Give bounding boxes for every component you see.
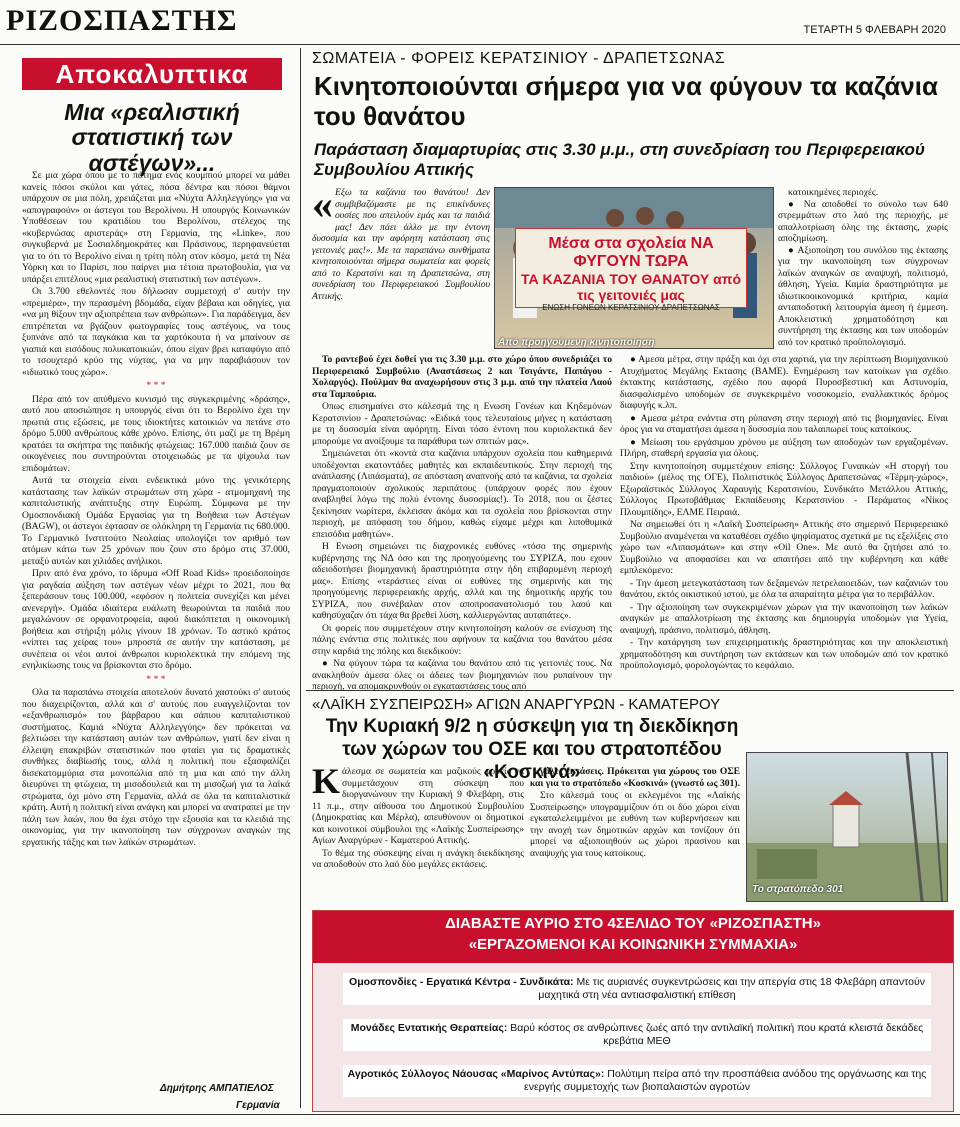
banner-text-mid: ΤΑ ΚΑΖΑΝΙΑ ΤΟΥ ΘΑΝΑΤΟΥ από τις γειτονιές μας bbox=[520, 271, 741, 303]
banner-text-top: Μέσα στα σχολεία ΝΑ ΦΥΓΟΥΝ ΤΩΡΑ bbox=[548, 235, 714, 270]
promo-item-text: Βαρύ κόστος σε ανθρώπινες ζωές από την αντιλαϊκή πολιτική που κρατά κλειστά δεκάδες κρεβάτια ΜΕΘ bbox=[507, 1022, 924, 1048]
main-col3b bbox=[620, 354, 948, 673]
quote-mark: « bbox=[312, 182, 333, 228]
second-headline: Την Κυριακή 9/2 η σύσκεψη για τη διεκδίκηση των χώρων του ΟΣΕ και του στρατοπέδου «Κοσκινά» bbox=[325, 716, 739, 783]
photo-caption: Από προηγούμενη κινητοποίηση bbox=[498, 337, 655, 348]
col2-paragraph: Οι φορείς που συμμετέχουν στην κινητοποίηση καλούν σε ενίσχυση της πάλης ενάντια στις πολιτικές που αφήνουν τα καζάνια του θανάτου μέσα στην καρδιά της πόλης και διεκδικούν: bbox=[312, 622, 612, 657]
protest-photo bbox=[494, 187, 774, 349]
left-body bbox=[22, 170, 290, 849]
main-kicker: ΣΩΜΑΤΕΙΑ - ΦΟΡΕΙΣ ΚΕΡΑΤΣΙΝΙΟΥ - ΔΡΑΠΕΤΣΩΝΑΣ bbox=[312, 50, 726, 67]
col3b-paragraph: - Την κατάργηση των επιχειρηματικής δραστηριότητας και την αποκλειστική χρηματοδότηση και συντήρηση των εκτάσεων και των υποδομών από τον κρατικό προϋπολογισμό, φορολογώντας το κεφάλαιο. bbox=[620, 637, 948, 671]
left-paragraph: Πέρα από τον απύθμενο κυνισμό της συγκεκριμένης «δράσης», αυτό που αποσιώπησε η υπουργός είναι ότι το Βερολίνο έχει την πρωτιά στις εξώσεις, με τους ιδιοκτήτες κατοικιών να πετάνε στο δρόμο 5.000 ανθρώπους κάθε χρόνο. Επίσης, ότι μαζί με τη Βρέμη κρατάει τα σκήπτρα της παιδικής φτώχειας: 167.000 παιδιά ζουν σε οικογένειες που συντηρούνται στοιχειωδώς με τα ψίχουλα των επιδομάτων. bbox=[22, 393, 290, 474]
promo-line2: «ΕΡΓΑΖΟΜΕΝΟΙ ΚΑΙ ΚΟΙΝΩΝΙΚΗ ΣΥΜΜΑΧΙΑ» bbox=[468, 936, 798, 953]
col2-paragraph: Το ραντεβού έχει δοθεί για τις 3.30 μ.μ. στο χώρο όπου συνεδριάζει το Περιφερειακό Συμβούλιο (Αναστάσεως 2 και Τσιγάντε, Παπάγου - Χολαργός). Πούλμαν θα αναχωρήσουν στις 3 μ.μ. από την πλατεία Λαού στα Ταμπούρια. bbox=[312, 354, 612, 400]
promo-box bbox=[312, 910, 954, 1112]
promo-item-text: Πολύτιμη πείρα από την προσπάθεια ανόδου της οργάνωσης και της ενεργής συμμετοχής των βιοπαλαιστών αγροτών bbox=[524, 1068, 927, 1094]
main-col3 bbox=[778, 187, 948, 348]
left-kicker: Αποκαλυπτικα bbox=[22, 58, 282, 90]
col3b-paragraph: - Την άμεση μετεγκατάσταση των δεξαμενών πετρελαιοειδών, των καζανιών του θανάτου, εκτός οικιστικού ιστού, με όλα τα απαραίτητα μέτρα για το περιβάλλον. bbox=[620, 577, 948, 600]
promo-item-title: Αγροτικός Σύλλογος Νάουσας «Μαρίνος Αντύπας»: bbox=[347, 1068, 605, 1080]
separator-stars: * * * bbox=[146, 380, 166, 391]
second-col1b-text: Το θέμα της σύσκεψης είναι η ανάγκη διεκδίκησης να αποδοθούν στο λαό δύο μεγάλες εκτάσεις. bbox=[312, 847, 524, 870]
left-paragraph: Οι 3.700 εθελοντές που δήλωσαν συμμετοχή σ' αυτήν την «πρεμιέρα», την περασμένη βδομάδα, είχαν βέβαια και οδηγίες, για «να μη θίξουν την αξιοπρέπεια των ανθρώπων». Για παράδειγμα, δεν επιτρέπεται να βγάζουν φωτογραφίες τους αστέγους, να τους ξυπνάνε από τα παγκάκια και τα χαρτόκουτα ή να μπαίνουν σε γιαπιά και εισόδους πολυκατοικιών, όπου είχαν βρει καταφύγιο από το τσουχτερό κρύο της νύχτας, για να μην παραβιάσουν τον «ιδιωτικό τους χώρο». bbox=[22, 286, 290, 378]
second-kicker: «ΛΑΪΚΗ ΣΥΣΠΕΙΡΩΣΗ» ΑΓΙΩΝ ΑΝΑΡΓΥΡΩΝ - ΚΑΜΑΤΕΡΟΥ bbox=[312, 696, 721, 713]
main-subheadline: Παράσταση διαμαρτυρίας στις 3.30 μ.μ., στη συνεδρίαση του Περιφερειακού Συμβουλίου Αττικής bbox=[314, 140, 925, 179]
col3b-paragraph: ● Μείωση του εργάσιμου χρόνου με αύξηση των αποδοχών των εργαζομένων. Πλήρη, σταθερή εργασία για όλους. bbox=[620, 436, 948, 459]
promo-item bbox=[343, 973, 931, 1005]
col3b-paragraph: - Την αξιοποίηση των συγκεκριμένων χώρων για την ικανοποίηση των λαϊκών αναγκών με απαλλοτρίωση της έκτασης και δημιουργία υποδομών για Υγεία, αναψυχή, πράσινο, πολιτισμό, άθληση. bbox=[620, 601, 948, 636]
promo-item-text: Με τις αυριανές συγκεντρώσεις και την απεργία στις 18 Φλεβάρη απαντούν μαχητικά στη νέα αντιασφαλιστική επίθεση bbox=[538, 976, 925, 1002]
col3-paragraph: κατοικημένες περιοχές. bbox=[788, 187, 879, 198]
author: Δημήτρης ΑΜΠΑΤΙΕΛΟΣ bbox=[160, 1083, 274, 1094]
col3b-paragraph: ● Αμεσα μέτρα ενάντια στη ρύπανση στην περιοχή από τις βιομηχανίες. Είναι όρος για να σταματήσει άμεσα η δυσοσμία που ταλαιπωρεί τους κατοίκους. bbox=[620, 412, 948, 435]
promo-item bbox=[343, 1065, 931, 1097]
protest-banner bbox=[515, 228, 747, 312]
left-paragraph: Σε μια χώρα όπου με το πάτημα ενός κουμπιού μπορεί να μάθει κανείς πόσοι σκύλοι και γάτες, πόσα δέντρα και πόσοι θάμνοι υπάρχουν σε μια πόλη, χρειάζεται μια «Νύχτα Αλληλεγγύης» για να «απογραφούν» οι άστεγοι του Βερολίνου. Η υπουργός Κοινωνικών Υποθέσεων του κρατιδίου του Βερολίνου, στέλεχος της «κυβερνώσας αριστεράς» στη Γερμανία, της «Linke», που συγκυβερνά με Σοσιαλδημοκράτες και Πράσινους, περηφανεύεται για το ότι το Βερολίνο είναι η τρίτη πόλη στον κόσμο, μετά τη Νέα Υόρκη και το Παρίσι, που παίρνει μια τέτοια πρωτοβουλία, για να υπάρξει επιτέλους «μια ρεαλιστική στατιστική των αστέγων». bbox=[22, 170, 290, 285]
second-col2 bbox=[530, 766, 740, 860]
second-col1-text: άλεσμα σε σωματεία και μαζικούς φορείς να συμμετάσχουν στη σύσκεψη που διοργανώνουν την Κυριακή 9 Φλεβάρη, στις 11 π.μ., στην αίθουσα του Δημοτικού Συμβουλίου (Δημοκρατίας και Μέρλα), απευθύνουν οι δημοτικοί και κοινοτικοί σύμβουλοι της «Λαϊκής Συσπείρωσης» Αγίων Αναργύρων - Καματερού Αττικής. bbox=[312, 766, 524, 846]
promo-item-title: Μονάδες Εντατικής Θεραπείας: bbox=[350, 1022, 508, 1034]
col3b-paragraph: Να σημειωθεί ότι η «Λαϊκή Συσπείρωση» Αττικής στο σημερινό Περιφερειακό Συμβούλιο αναμένεται να καταθέσει σχέδιο ψηφίσματος σχετικά με τις εξελίξεις στο χώρο των «Λιπασμάτων» και στην «Oil One». Με αυτό θα ζητήσει από το Συμβούλιο να αποφασίσει και να απαιτήσει από την κυβέρνηση και κάθε εμπλεκόμενο: bbox=[620, 519, 948, 576]
left-paragraph: Αυτά τα στοιχεία είναι ενδεικτικά μόνο της γενικότερης κατάστασης των λαϊκών στρωμάτων στη χώρα - ατμομηχανή της καπιταλιστικής ανάπτυξης στην Ευρώπη. Σύμφωνα με την Ομοσπονδιακή Ομάδα Εργασίας για τη Βοήθεια των Αστέγων (BAGW), οι άστεγοι έφτασαν σε ολόκληρη τη Γερμανία τις 680.000. Το Γερμανικό Ινστιτούτο Νεολαίας υπολογίζει τον αριθμό των ατόμων κάτω των 25 χρόνων που ζουν στο δρόμο στις 37.000, μεταξύ αυτών και χιλιάδες ανήλικοι. bbox=[22, 475, 290, 567]
main-intro bbox=[312, 182, 490, 302]
second-col1 bbox=[312, 761, 524, 872]
mid-rule bbox=[306, 690, 954, 691]
left-paragraph: Πριν από ένα χρόνο, το ίδρυμα «Off Road Kids» προειδοποίησε για ραγδαία αύξηση των αστέγων νέων μέχρι το 2021, που θα ξεπεράσουν τους 100.000, «εφόσον η πολιτεία συνεχίζει και μένει ανενεργή». Ομάδα ιδιαίτερα ευάλωτη θεωρούνται τα παιδιά που μεγαλώνουν σε ορφανοτροφεία, αφού διακόπτεται η οικονομική βοήθεια και στήριξη μόλις γίνουν 18 χρόνων. Το αστικό κράτος «νίπτει τας χείρας του» μπροστά σε αυτήν την κατάσταση, με συνέπεια οι νέοι αυτοί άνθρωποι κυριολεκτικά την επόμενη της ενηλικίωσης τους να βρίσκονται στο δρόμο. bbox=[22, 568, 290, 671]
second-col2b-text: Στο κάλεσμά τους οι εκλεγμένοι της «Λαϊκής Συσπείρωσης» υπογραμμίζουν ότι οι δύο χώροι είναι εγκαταλελειμμένοι με ευθύνη των κυβερνήσεων και την ανοχή των δημοτικών αρχών και τονίζουν ότι μπορεί να αξιοποιηθούν ως χώροι πρασίνου και αναψυχής για τους κατοίκους. bbox=[530, 790, 740, 859]
main-col2 bbox=[312, 354, 612, 694]
camp-photo-caption: Το στρατόπεδο 301 bbox=[752, 884, 844, 895]
promo-item-title: Ομοσπονδίες - Εργατικά Κέντρα - Συνδικάτα: bbox=[349, 976, 574, 988]
bottom-rule bbox=[0, 1114, 960, 1115]
dateline: ΤΕΤΑΡΤΗ 5 ΦΛΕΒΑΡΗ 2020 bbox=[803, 24, 946, 36]
col3b-paragraph: Στην κινητοποίηση συμμετέχουν επίσης: Σύλλογος Γυναικών «Η στοργή του παιδιού» (μέλος της ΟΓΕ), Πολιτιστικός Σύλλογος Δραπετσώνας «Τέρμη-χώρος», Εξωραϊστικός Σύλλογος Χαραυγής Κερατσινίου, Συνδικάτο Μετάλλου Αττικής, Σύλλογος Πρωτοβάθμιας Εκπαίδευσης Κερατσινίου - Περάματος «Νίκος Πλουμπίδης», ΕΛΜΕ Πειραιά. bbox=[620, 460, 948, 518]
banner-text-bottom: ΕΝΩΣΗ ΓΟΝΕΩΝ ΚΕΡΑΤΣΙΝΙΟΥ-ΔΡΑΠΕΤΣΩΝΑΣ bbox=[542, 303, 720, 312]
separator-stars: * * * bbox=[146, 673, 166, 685]
column-rule bbox=[300, 48, 301, 1108]
intro-text: Εξω τα καζάνια του θανάτου! Δεν συμβιβαζόμαστε με τις επικίνδυνες ουσίες που απειλούν εμάς και τα παιδιά μας! Δεν πάει άλλο με την έντονη δυσοσμία και την αφόρητη κατάσταση στις γειτονιές μας!». Με τα παραπάνω συνθήματα κινητοποιούνται σήμερα σωματεία και φορείς από το Κερατσίνι και τη Δραπετσώνα, στη συνεδρίαση του Περιφερειακού Συμβουλίου Αττικής. bbox=[312, 187, 490, 302]
main-headline: Κινητοποιούνται σήμερα για να φύγουν τα καζάνια του θανάτου bbox=[314, 71, 938, 131]
second-col2a-text: γάλες εκτάσεις. Πρόκειται για χώρους του ΟΣΕ και για το στρατόπεδο «Κοσκινά» (γνωστό ως 301). bbox=[530, 766, 740, 789]
col2-paragraph: Οπως επισημαίνει στο κάλεσμά της η Ενωση Γονέων και Κηδεμόνων Κερατσινίου - Δραπετσώνας: «Ειδικά τους τελευταίους μήνες η κατάσταση με τη δυσοσμία είναι αφόρητη. Είναι τόσο έντονη που κυριολεκτικά δεν μπορούμε να ανοίξουμε τα παράθυρα των σπιτιών μας». bbox=[312, 401, 612, 447]
col2-paragraph: ● Να φύγουν τώρα τα καζάνια του θανάτου από τις γειτονιές τους. Να ανακληθούν άμεσα όλες οι άδειες των βιομηχανιών που ρυπαίνουν την περιοχή, να απομακρυνθούν οι εγκαταστάσεις τους από bbox=[312, 658, 612, 692]
author-place: Γερμανία bbox=[236, 1100, 280, 1111]
left-headline: Μια «ρεαλιστική στατιστική των αστέγων»... bbox=[64, 99, 240, 176]
col3-paragraph: ● Αξιοποίηση του συνόλου της έκτασης για την ικανοποίηση των σύγχρονων λαϊκών αναγκών σε αναψυχή, πολιτισμό, άθληση, Υγεία. Καμία δραστηριότητα με ιδιωτικοοικονομικά κριτήρια, καμία ανταποδοτική λειτουργία άμεση ή έμμεση. Αποκλειστική χρηματοδότηση και συντήρηση της έκτασης και των υποδομών από τον κρατικό προϋπολογισμό. bbox=[778, 244, 948, 348]
masthead: ΡΙΖΟΣΠΑΣΤΗΣ bbox=[6, 4, 238, 37]
camp-illustration bbox=[747, 753, 947, 901]
promo-item bbox=[343, 1019, 931, 1051]
promo-line1: ΔΙΑΒΑΣΤΕ ΑΥΡΙΟ ΣΤΟ 4ΣΕΛΙΔΟ ΤΟΥ «ΡΙΖΟΣΠΑΣΤΗ» bbox=[445, 915, 821, 932]
col3b-paragraph: ● Αμεσα μέτρα, στην πράξη και όχι στα χαρτιά, για την περίπτωση Βιομηχανικού Ατυχήματος Μεγάλης Εκτασης (ΒΑΜΕ). Ενημέρωση των κατοίκων για σχέδιο έκτακτης κατάστασης, σχέδιο που αφορά Πυροσβεστική και Αστυνομία, διασφαλισμένο υποδομών σε συγκεκριμένο νοσοκομείο, εναλλακτικός δρόμος διαφυγής κ.λπ. bbox=[620, 354, 948, 411]
promo-header bbox=[313, 911, 953, 963]
drop-cap: Κ bbox=[312, 761, 341, 801]
left-paragraph: Ολα τα παραπάνω στοιχεία αποτελούν δυνατό χαστούκι σ' αυτούς που διαχειρίζονται, αλλά και σ' αυτούς που ευαγγελίζονται τον «εξανθρωπισμό» του βάρβαρου και σάπιου καπιταλιστικού συστήματος. Καμιά «Νύχτα Αλληλεγγύης» δεν πρόκειται να βελτιώσει την κατάσταση αυτών των ανθρώπων, γιατί δεν είναι η έλλειψη επακριβών στατιστικών που φταίει για τις δραματικές συνθήκες διαβίωσής τους, αλλά η πολιτική που εξασφαλίζει δισεκατομμύρια στα μονοπώλια από τη μια και από την άλλη διευρύνει τη φτώχεια, τη μισοδουλειά και τη μισοζωή για τα λαϊκά στρώματα, όχι μόνο στη Γερμανία, αλλά σε όλα τα καπιταλιστικά κράτη. Αυτή η πολιτική είναι ανάγκη και μπορεί να ανατραπεί με την πάλη των λαών, που θα έχει στόχο την εξουσία και τα κλειδιά της οικονομίας, για την ικανοποίηση των σύγχρονων αναγκών της εργατικής τάξης και των λαϊκών στρωμάτων. bbox=[22, 687, 290, 848]
camp-photo bbox=[746, 752, 948, 902]
col2-paragraph: Η Ενωση σημειώνει τις διαχρονικές ευθύνες «τόσο της σημερινής κυβέρνησης της ΝΔ όσο και της προηγούμενης του ΣΥΡΙΖΑ, που εχουν αδειοδοτήσει βιομηχανική δραστηριότητα στην ήδη επιβαρυμένη περιοχή μας». Επίσης «τεράστιες είναι οι ευθύνες της σημερινής και της προηγούμενης περιφερειακής αρχής, αλλά και της δημοτικής αρχής του ΣΥΡΙΖΑ, που συνέβαλαν στον αποπροσανατολισμό του λαού και καθησύχαζαν ότι τάχα θα βρεθεί λύση, καλλιεργώντας αυταπάτες». bbox=[312, 541, 612, 621]
top-rule bbox=[0, 44, 960, 45]
col2-paragraph: Σημειώνεται ότι «κοντά στα καζάνια υπάρχουν σχολεία που καθημερινά υποδέχονται εκατοντάδες μαθητές και εκπαιδευτικούς. Στην περιοχή της ανάπλασης (Λιπάσματα), σε απόσταση αναπνοής από τα καζάνια, τα σχολεία πραγματοποιούν σχολικούς περιπάτους (υπάρχουν φορές που έχουν αναβληθεί λόγω της πολύ έντονης δυσοσμίας!). Το 2018, που οι ζέστες ξεκίνησαν νωρίτερα, έκλεισαν άκόμα και τα σχολεία που βρίσκονται στην περιοχή, με απόφαση του δήμου, καθώς είχαμε μέχρι και λιποθυμικά επεισόδια μαθητών». bbox=[312, 448, 612, 540]
col3-paragraph: ● Να αποδοθεί το σύνολο των 640 στρεμμάτων στο λαό της περιοχής, με απαλλοτρίωση όλης της έκτασης, χωρίς αποζημίωση. bbox=[778, 198, 948, 244]
